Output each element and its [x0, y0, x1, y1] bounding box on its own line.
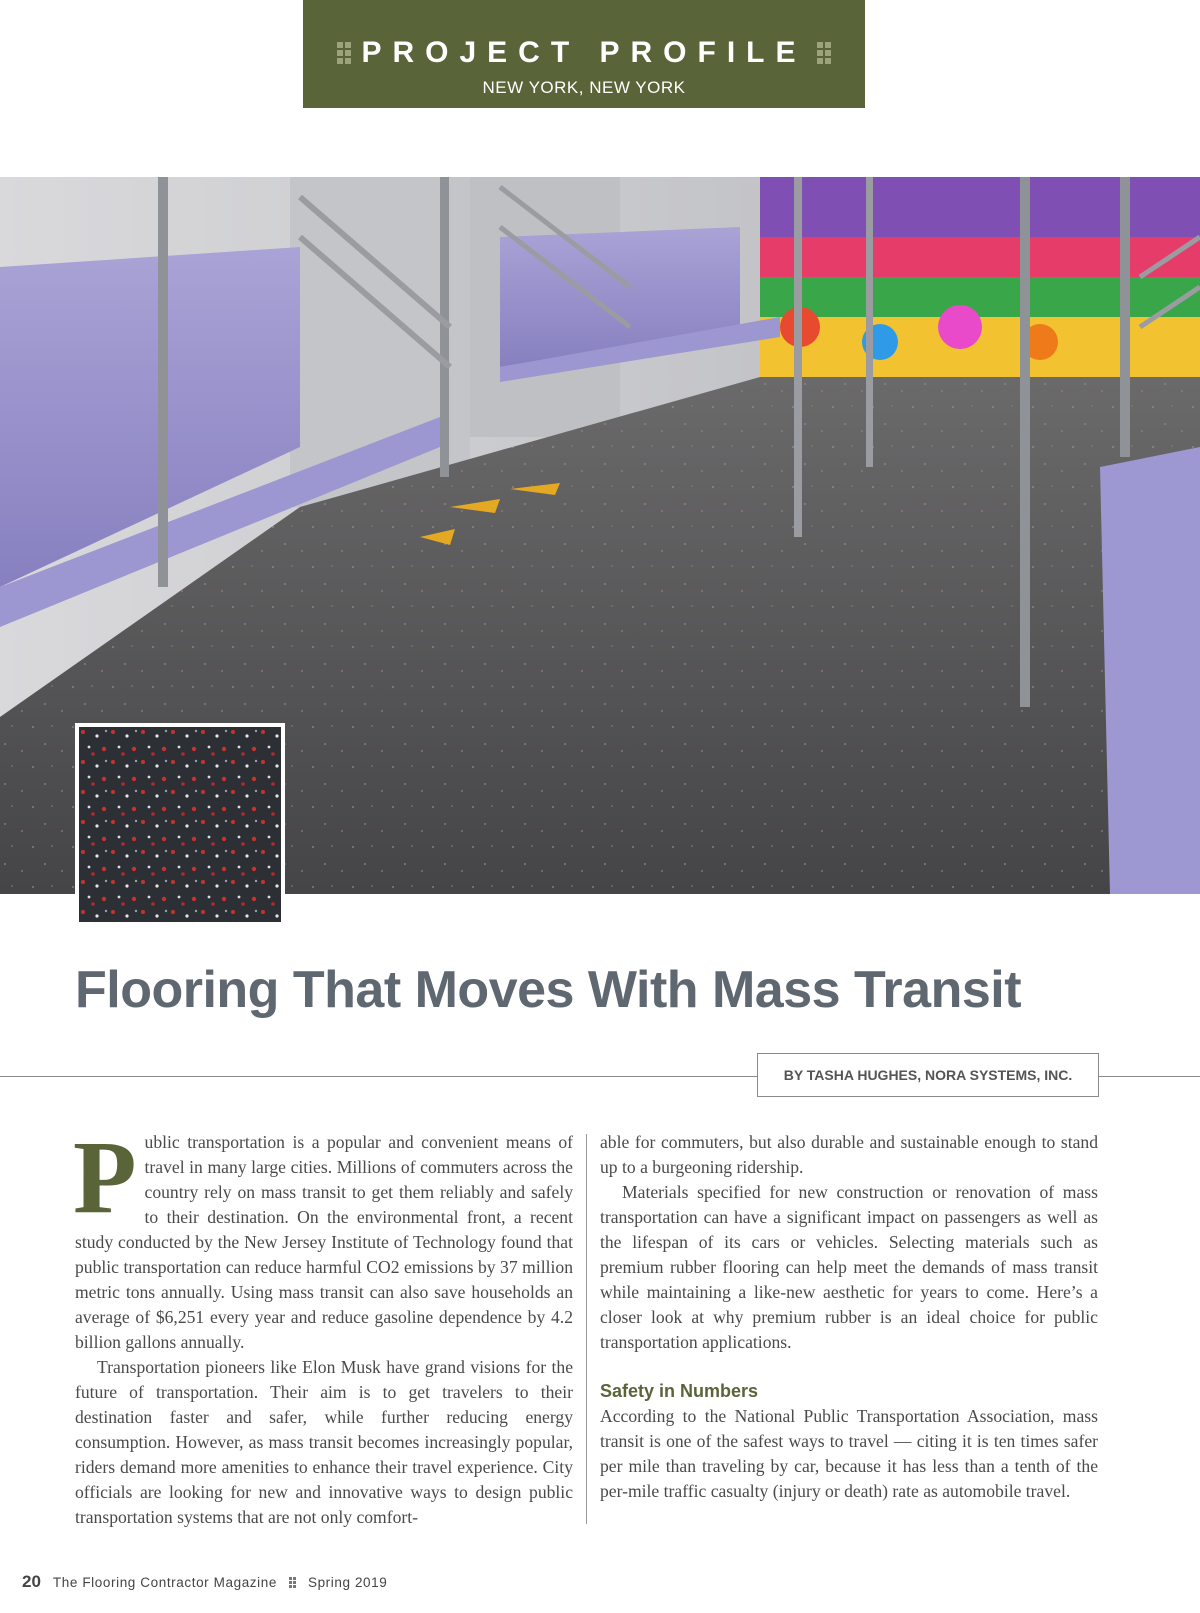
article-paragraph: able for commuters, but also durable and sustainable enough to stand up to a burgeoning ridership.	[600, 1132, 1098, 1177]
grid-icon	[289, 1577, 296, 1588]
section-banner	[303, 0, 865, 108]
section-subhead: Safety in Numbers	[600, 1381, 759, 1401]
byline-rule-left	[0, 1076, 757, 1077]
magazine-name: The Flooring Contractor Magazine	[52, 1574, 277, 1590]
byline-rule-right	[1099, 1076, 1200, 1077]
article-column-2	[600, 1130, 1098, 1504]
article-paragraph: According to the National Public Transportation Association, mass transit is one of the safest ways to travel — citing it is ten times safer per mile than traveling by car, because it has less than a tenth of the per-mile traffic casualty (injury or death) rate as automobile travel.	[600, 1406, 1098, 1501]
article-paragraph: Materials specified for new construction or renovation of mass transportation can have a significant impact on passengers as well as the lifespan of its cars or vehicles. Selecting materials such as premium rubber flooring can help meet the demands of mass transit while maintaining a like-new aesthetic for years to come. Here’s a closer look at why premium rubber is an ideal choice for public transportation applications.	[600, 1182, 1098, 1352]
page-number: 20	[22, 1572, 41, 1591]
paragraph-text: ublic transportation is a popular and convenient means of travel in many large cities. Millions of commuters across the country rely on mass transit to get them reliably and safely to their destination. On the environmental front, a recent study conducted by the New Jersey Institute of Technology found that public transportation can reduce harmful CO2 emissions by 37 million metric tons annually. Using mass transit can also save households an average of $6,251 every year and reduce gasoline dependence by 4.2 billion gallons annually.	[75, 1132, 573, 1352]
banner-title: PROJECT PROFILE	[361, 36, 807, 69]
rubber-floor-sample-photo	[75, 723, 285, 926]
banner-location: NEW YORK, NEW YORK	[482, 78, 686, 97]
grid-icon	[337, 42, 351, 64]
article-paragraph	[73, 1120, 573, 1355]
column-divider	[586, 1134, 587, 1524]
byline: BY TASHA HUGHES, NORA SYSTEMS, INC.	[757, 1053, 1099, 1097]
page-footer	[22, 1572, 387, 1592]
issue-date: Spring 2019	[307, 1574, 388, 1590]
article-column-1	[73, 1120, 573, 1530]
article-paragraph: Transportation pioneers like Elon Musk have grand visions for the future of transportation. Their aim is to get travelers to their destination faster and safer, while further reducing energy consumption. However, as mass transit becomes increasingly popular, riders demand more amenities to enhance their travel experience. City officials are looking for new and innovative ways to design public transportation systems that are not only comfort-	[75, 1357, 573, 1527]
drop-cap: P	[73, 1120, 137, 1235]
banner-title-row	[303, 38, 865, 68]
grid-icon	[817, 42, 831, 64]
article-headline: Flooring That Moves With Mass Transit	[75, 961, 1022, 1019]
